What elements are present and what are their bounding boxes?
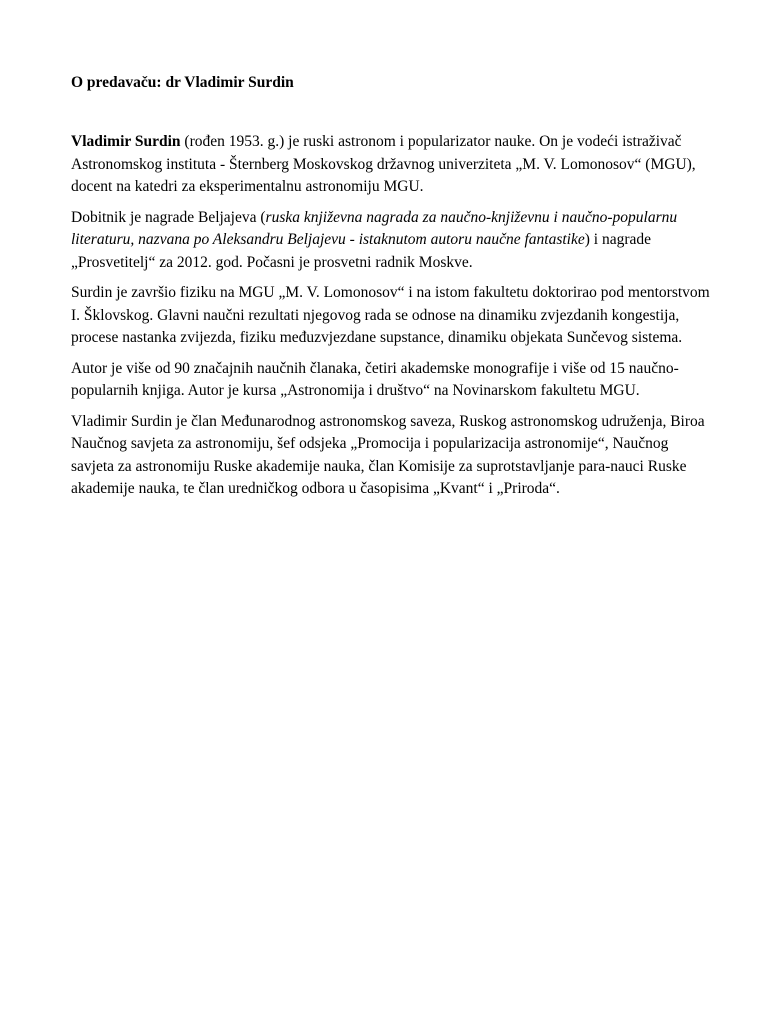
paragraph-publications: Autor je više od 90 značajnih naučnih članaka, četiri akademske monografije i više od 15 naučno-popularnih knjiga. Autor je kursa „Astronomija i društvo“ na Novinarskom fakultetu MGU.: [71, 359, 679, 399]
paragraph-intro-text: (rođen 1953. g.) je ruski astronom i popularizator nauke. On je vodeći istraživač Astronomskog instituta - Šternberg Moskovskog državnog univerziteta „M. V. Lomonosov“ (MGU), docent na katedri za eksperimentalnu astronomiju MGU.: [71, 133, 696, 195]
paragraph-awards: [71, 207, 711, 275]
document-title: O predavaču: dr Vladimir Surdin: [71, 74, 294, 91]
paragraph-memberships: Vladimir Surdin je član Međunarodnog astronomskog saveza, Ruskog astronomskog udruženja, Biroa Naučnog savjeta za astronomiju, šef odsjeka „Promocija i popularizacija astronomije“, Naučnog savjeta za astronomiju Ruske akademije nauka, član Komisije za suprotstavljanje para-nauci Ruske akademije nauka, te član uredničkog odbora u časopisima „Kvant“ i „Priroda“.: [71, 412, 705, 497]
paragraph-awards-before: Dobitnik je nagrade Beljajeva (: [71, 208, 266, 226]
paragraph-awards-after: ) i nagrade „Prosvetitelj“ za 2012. god. Počasni je prosvetni radnik Moskve.: [71, 231, 652, 271]
paragraph-education: Surdin je završio fiziku na MGU „M. V. Lomonosov“ i na istom fakultetu doktorirao pod mentorstvom I. Šklovskog. Glavni naučni rezultati njegovog rada se odnose na dinamiku zvjezdanih kongestija, procese nastanka zvijezda, fiziku međuzvjezdane supstance, dinamiku objekata Sunčevog sistema.: [71, 284, 710, 346]
document-body: [71, 131, 711, 509]
paragraph-intro: [71, 131, 711, 199]
author-name: Vladimir Surdin: [71, 133, 181, 150]
paragraph-awards-italic: ruska književna nagrada za naučno-književnu i naučno-popularnu literaturu, nazvana po Aleksandru Beljajevu - istaknutom autoru naučne fantastike: [71, 208, 678, 248]
